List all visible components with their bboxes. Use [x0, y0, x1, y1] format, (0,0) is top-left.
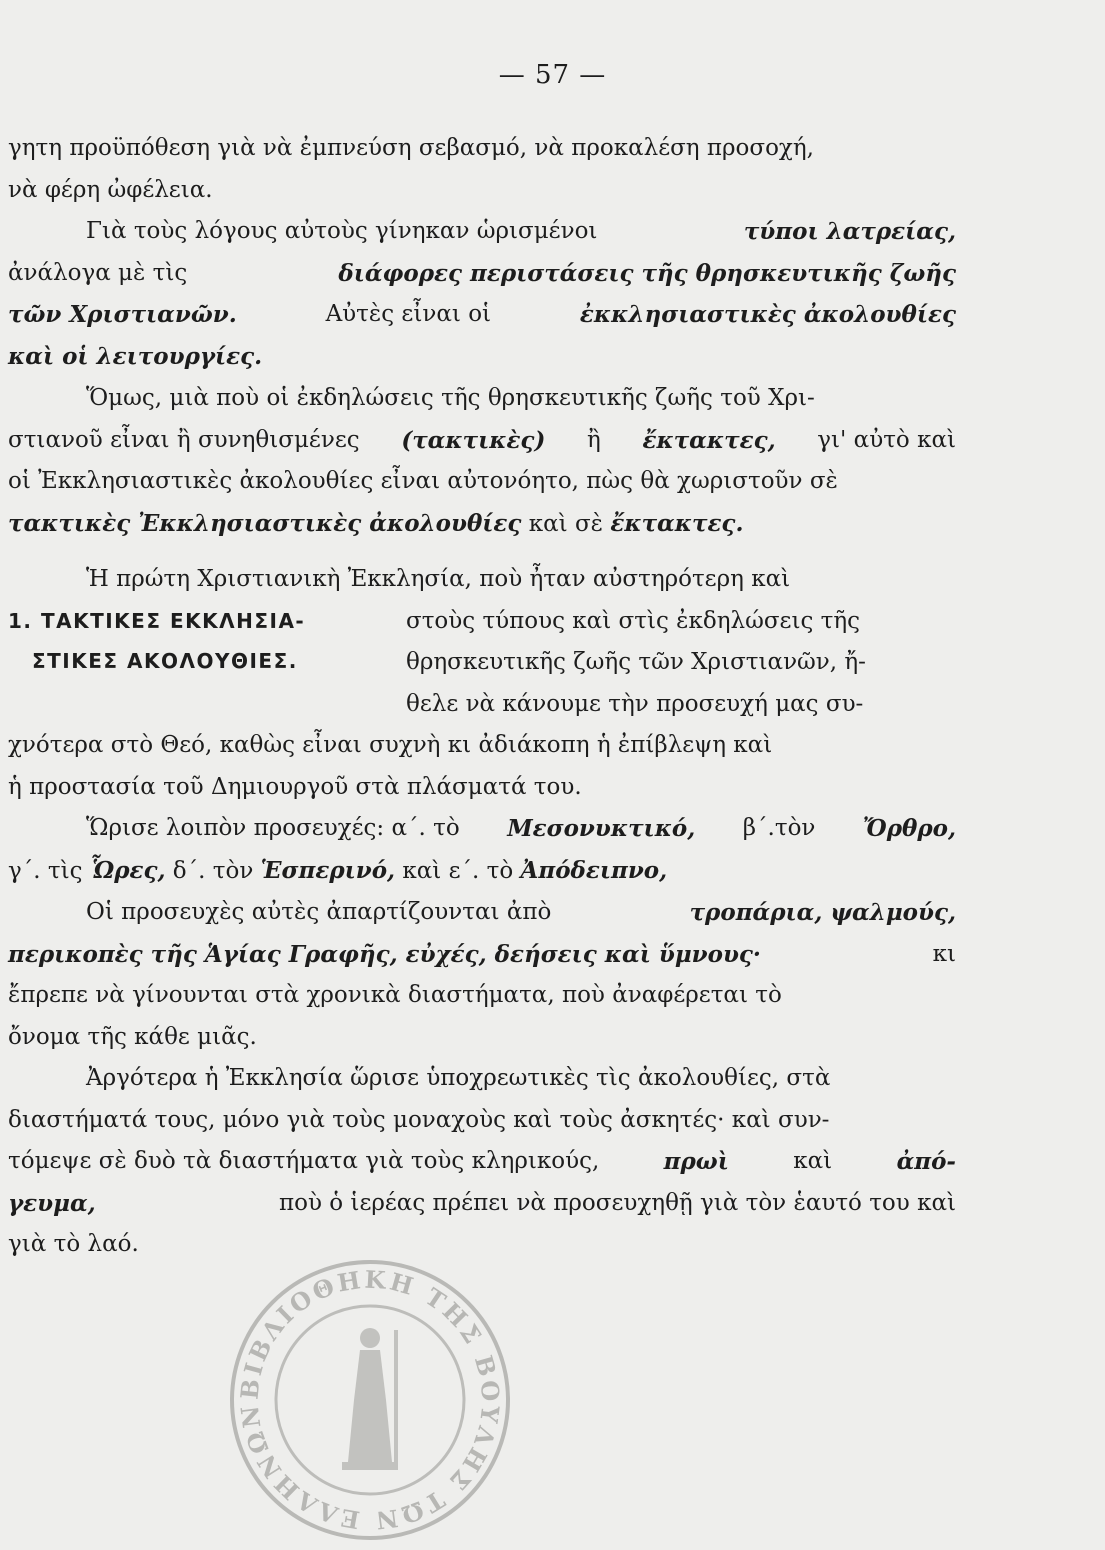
text-run: ποὺ ὁ ἱερέας πρέπει νὰ προσευχηθῇ γιὰ τὸν ἑαυτό του καὶ: [279, 1189, 956, 1216]
emphasized-text: ἀπό-: [896, 1148, 956, 1175]
text-run: ἀνάλογα μὲ τὶς: [8, 259, 188, 286]
emphasized-text: τῶν Χριστιανῶν.: [8, 301, 237, 328]
library-stamp: [220, 1250, 520, 1550]
text-line: [8, 336, 956, 379]
text-line: [8, 128, 956, 170]
text-line: [8, 1017, 956, 1059]
section-split-block: [8, 559, 956, 725]
text-run: χνότερα στὸ Θεό, καθὼς εἶναι συχνὴ κι ἀδιάκοπη ἡ ἐπίβλεψη καὶ: [8, 732, 773, 758]
text-run: κι: [932, 940, 956, 967]
text-line: [8, 808, 956, 850]
text-run: ἡ προστασία τοῦ Δημιουργοῦ στὰ πλάσματά του.: [8, 773, 582, 800]
text-run: καὶ ε΄. τὸ: [395, 857, 521, 884]
text-line: [8, 1183, 956, 1225]
emphasized-text: (τακτικὲς): [401, 426, 546, 454]
emphasized-text: Ἀπόδειπνο,: [520, 856, 668, 884]
emphasized-text: καὶ οἱ λειτουργίες.: [8, 342, 263, 370]
text-run: καὶ σὲ: [521, 510, 611, 537]
text-run: Ἡ πρώτη Χριστιανικὴ Ἐκκλησία, ποὺ ἦταν αὐστηρότερη καὶ: [86, 566, 791, 592]
stamp-figure: [342, 1328, 398, 1470]
text-line: [406, 684, 956, 726]
body-text: [8, 128, 956, 1266]
text-line: [8, 461, 956, 503]
emphasized-text: γευμα,: [8, 1189, 96, 1217]
section-heading-line-1: 1. ΤΑΚΤΙΚΕΣ ΕΚΚΛΗΣΙΑ-: [8, 609, 306, 633]
text-run: ἢ: [587, 426, 601, 453]
text-line: [8, 170, 956, 212]
text-run: β΄.τὸν: [742, 815, 816, 841]
text-run: θελε νὰ κάνουμε τὴν προσευχή μας συ-: [406, 690, 864, 717]
text-run: ὄνομα τῆς κάθε μιᾶς.: [8, 1023, 257, 1050]
text-line: [8, 253, 956, 295]
text-line: [8, 1141, 956, 1183]
text-line: [8, 725, 956, 767]
text-line: [8, 975, 956, 1017]
text-run: Οἱ προσευχὲς αὐτὲς ἀπαρτίζουνται ἀπὸ: [86, 899, 552, 925]
text-line: [8, 892, 956, 934]
text-run: διαστήματά τους, μόνο γιὰ τοὺς μοναχοὺς καὶ τοὺς ἀσκητές· καὶ συν-: [8, 1106, 830, 1133]
text-line: [8, 559, 956, 601]
section-gap: [8, 545, 956, 559]
text-line: [8, 294, 956, 336]
section-heading-line-2: ΣΤΙΚΕΣ ΑΚΟΛΟΥΘΙΕΣ.: [32, 649, 298, 673]
emphasized-text: Ὄρθρο,: [862, 815, 956, 842]
emphasized-text: ἔκτακτες,: [642, 426, 776, 454]
stamp-lettering: ΒΙΒΛΙΟΘΗΚΗ ΤΗΣ ΒΟΥΛΗΣ ΤΩΝ ΕΛΛΗΝΩΝ: [234, 1264, 506, 1536]
emphasized-text: Ἑσπερινό,: [260, 856, 396, 884]
text-run: ἔπρεπε νὰ γίνουνται στὰ χρονικὰ διαστήματα, ποὺ ἀναφέρεται τὸ: [8, 982, 782, 1008]
emphasized-text: περικοπὲς τῆς Ἁγίας Γραφῆς, εὐχές, δεήσεις καὶ ὕμνους·: [8, 940, 761, 968]
text-run: οἱ Ἐκκλησιαστικὲς ἀκολουθίες εἶναι αὐτονόητο, πὼς θὰ χωριστοῦν σὲ: [8, 468, 838, 494]
text-run: τόμεψε σὲ δυὸ τὰ διαστήματα γιὰ τοὺς κληρικούς,: [8, 1148, 600, 1174]
emphasized-text: διάφορες περιστάσεις τῆς θρησκευτικῆς ζωῆς: [338, 259, 956, 287]
text-line: [8, 850, 956, 893]
text-run: Γιὰ τοὺς λόγους αὐτοὺς γίνηκαν ὡρισμένοι: [86, 218, 598, 244]
text-block-after: [8, 725, 956, 1266]
text-line: [8, 420, 956, 462]
text-run: θρησκευτικῆς ζωῆς τῶν Χριστιανῶν, ἤ-: [406, 649, 866, 675]
text-run: γ΄. τὶς: [8, 857, 90, 884]
text-run: γητη προϋπόθεση γιὰ νὰ ἐμπνεύση σεβασμό, νὰ προκαλέση προσοχή,: [8, 135, 814, 161]
text-line: [8, 767, 956, 809]
text-line: [406, 642, 956, 684]
text-run: γιὰ τὸ λαό.: [8, 1231, 139, 1257]
text-line: [8, 378, 956, 420]
emphasized-text: τακτικὲς Ἐκκλησιαστικὲς ἀκολουθίες: [8, 509, 522, 537]
emphasized-text: Μεσονυκτικό,: [507, 815, 696, 842]
emphasized-text: τροπάρια, ψαλμούς,: [689, 899, 956, 926]
text-line: [8, 503, 956, 546]
text-line: [406, 601, 956, 643]
text-line: [8, 934, 956, 976]
text-run: στοὺς τύπους καὶ στὶς ἐκδηλώσεις τῆς: [406, 607, 861, 634]
emphasized-text: ἐκκλησιαστικὲς ἀκολουθίες: [579, 301, 956, 328]
emphasized-text: Ὧρες,: [89, 856, 166, 884]
text-line: [8, 211, 956, 253]
section-heading: [8, 601, 388, 681]
emphasized-text: ἔκτακτες.: [610, 509, 744, 537]
emphasized-text: πρωὶ: [663, 1148, 729, 1175]
text-run: Αὐτὲς εἶναι οἱ: [325, 301, 492, 327]
text-line: [8, 1058, 956, 1100]
text-run: καὶ: [793, 1148, 833, 1174]
text-run: γι' αὐτὸ καὶ: [817, 426, 956, 453]
text-line: [8, 1100, 956, 1142]
text-block-before: [8, 128, 956, 545]
emphasized-text: τύποι λατρείας,: [743, 218, 956, 245]
text-run: Ἀργότερα ἡ Ἐκκλησία ὥρισε ὑποχρεωτικὲς τὶς ἀκολουθίες, στὰ: [86, 1065, 831, 1091]
text-run: Ὅμως, μιὰ ποὺ οἱ ἐκδηλώσεις τῆς θρησκευτικῆς ζωῆς τοῦ Χρι-: [86, 385, 815, 411]
page-number: — 57 —: [498, 60, 607, 90]
text-run: δ΄. τὸν: [165, 857, 261, 884]
text-run: νὰ φέρη ὠφέλεια.: [8, 176, 213, 203]
text-run: Ὥρισε λοιπὸν προσευχές: α΄. τὸ: [86, 815, 460, 841]
text-run: στιανοῦ εἶναι ἢ συνηθισμένες: [8, 426, 360, 453]
